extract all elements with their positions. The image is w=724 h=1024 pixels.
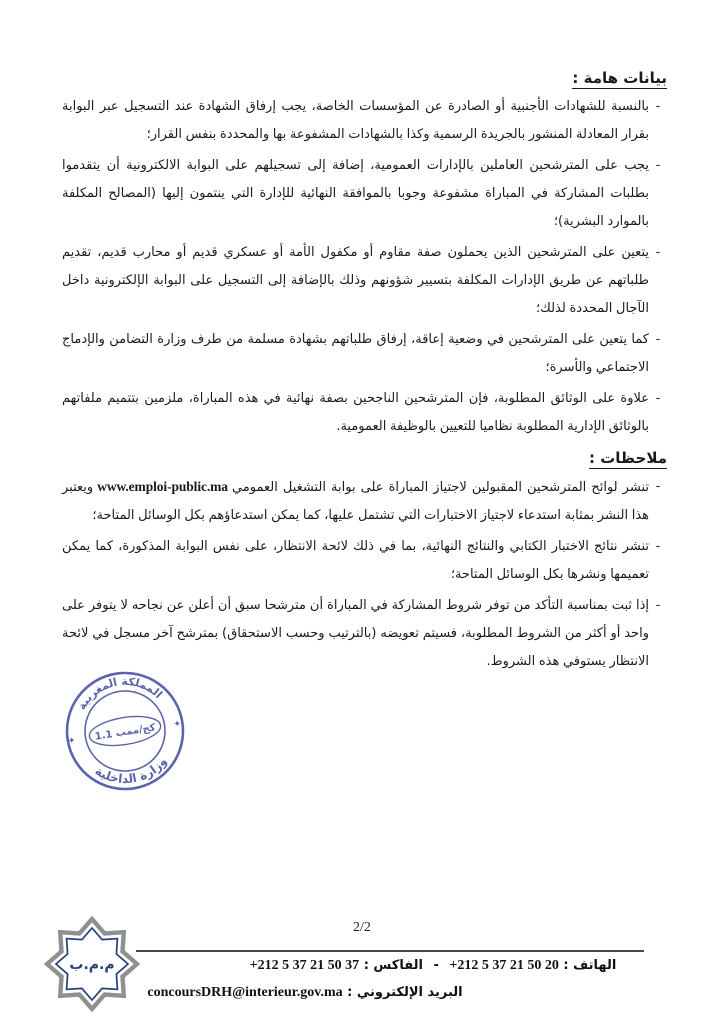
list-item	[62, 473, 667, 530]
ministry-round-stamp	[53, 659, 197, 803]
bullet-text: تنشر نتائج الاختبار الكتابي والنتائج النهائية، بما في ذلك لائحة الانتظار، على نفس البوابة المذكورة، كما يمكن تعميمها ونشرها بكل الوسائل المتاحة؛	[62, 539, 649, 582]
bullet-text: علاوة على الوثائق المطلوبة، فإن المترشحين الناجحين بصفة نهائية في هذه المباراة، ملزمين بتتميم ملفاتهم بالوثائق الإدارية المطلوبة نظاميا للتعيين بالوظيفة العمومية.	[62, 391, 649, 434]
star-icon: ✦	[67, 735, 77, 747]
bullet-dash-icon: -	[655, 99, 661, 114]
list-item	[62, 152, 667, 236]
footer-phone-fax	[250, 958, 617, 974]
section-title-important	[62, 64, 667, 93]
list-item	[62, 533, 667, 589]
bullet-text: إذا ثبت بمناسبة التأكد من توفر شروط المشاركة في المباراة أن مترشحا سبق أن أعلن عن نجاحه لا يتوفر على واحد أو أكثر من الشروط المطلوبة، فسيتم تعويضه (بالترتيب وحسب الاستحقاق) بمترشح آخر مسجل في لائحة الانتظار يستوفي هذه الشروط.	[62, 598, 649, 669]
list-item	[62, 93, 667, 149]
star-icon: ✦	[172, 719, 182, 731]
footer-email	[147, 985, 462, 1001]
bullet-dash-icon: -	[655, 391, 661, 406]
emblem-text: م.م.ب	[69, 957, 115, 973]
fax-number: +212 5 37 21 50 37	[249, 958, 360, 973]
fax-label: الفاكس :	[363, 958, 423, 973]
star-emblem	[44, 916, 140, 1012]
bullet-dash-icon: -	[655, 332, 661, 347]
footer-separator: -	[433, 958, 439, 973]
note-text-before: تنشر لوائح المترشحين المقبولين لاجتياز المباراة على بوابة التشغيل العمومي	[231, 480, 649, 495]
bullet-text: كما يتعين على المترشحين في وضعية إعاقة، إرفاق طلباتهم بشهادة مسلمة من طرف وزارة التضامن والإدماج الاجتماعي والأسرة؛	[62, 332, 649, 375]
stamp-top-arc-text: المملكة المغربية	[75, 674, 165, 713]
list-item	[62, 385, 667, 441]
phone-number: +212 5 37 21 50 20	[449, 958, 559, 973]
bullet-text: بالنسبة للشهادات الأجنبية أو الصادرة عن المؤسسات الخاصة، يجب إرفاق الشهادة عند التسجيل عبر البوابة بقرار المعادلة المنشور بالجريدة الرسمية وكذا بالشهادات المشفوعة بها والمحددة بنفس القرار؛	[62, 99, 649, 142]
page-number: 2/2	[353, 920, 371, 935]
list-item	[62, 239, 667, 323]
bullet-dash-icon: -	[655, 598, 661, 613]
section-title-notes-text: ملاحظات :	[588, 449, 667, 467]
bullet-text	[62, 473, 649, 530]
stamp-bottom-arc-text: وزارة الداخلية	[92, 754, 170, 787]
phone-label: الهاتف :	[563, 958, 617, 973]
bullet-dash-icon: -	[655, 539, 661, 554]
bullet-dash-icon: -	[655, 158, 661, 173]
bullet-text: يتعين على المترشحين الذين يحملون صفة مقاوم أو مكفول الأمة أو عسكري قديم أو محارب قديم، تقديم طلباتهم عن طريق الإدارات المكلفة بتسيير شؤونهم وذلك بالإضافة إلى التسجيل على البوابة الإلكترونية داخل الآجال المحددة لذلك؛	[62, 245, 649, 316]
list-item	[62, 326, 667, 382]
bullet-dash-icon: -	[655, 479, 661, 494]
bullet-dash-icon: -	[655, 245, 661, 260]
footer-divider	[136, 950, 644, 952]
email-address: concoursDRH@interieur.gov.ma	[147, 985, 343, 1000]
document-body	[62, 64, 667, 679]
section-title-important-text: بيانات هامة :	[572, 69, 667, 87]
section-title-notes	[62, 444, 667, 473]
email-label: البريد الإلكتروني :	[347, 985, 463, 1000]
note-text-after: ويعتبر هذا النشر بمثابة استدعاء لاجتياز الاختبارات التي تشتمل عليها، كما يمكن استدعاؤهم بكل الوسائل المتاحة؛	[62, 480, 649, 523]
stamp-center-text: كح/ممب 1.1	[94, 722, 157, 743]
emploi-public-url: www.emploi-public.ma	[97, 479, 228, 494]
bullet-text: يجب على المترشحين العاملين بالإدارات العمومية، إضافة إلى تسجيلهم على البوابة الالكترونية أن يتقدموا بطلبات المشاركة في المباراة مشفوعة وجوبا بالموافقة النهائية للإدارة التي ينتمون إليها (المصالح المكلفة بالموارد البشرية)؛	[62, 158, 649, 229]
